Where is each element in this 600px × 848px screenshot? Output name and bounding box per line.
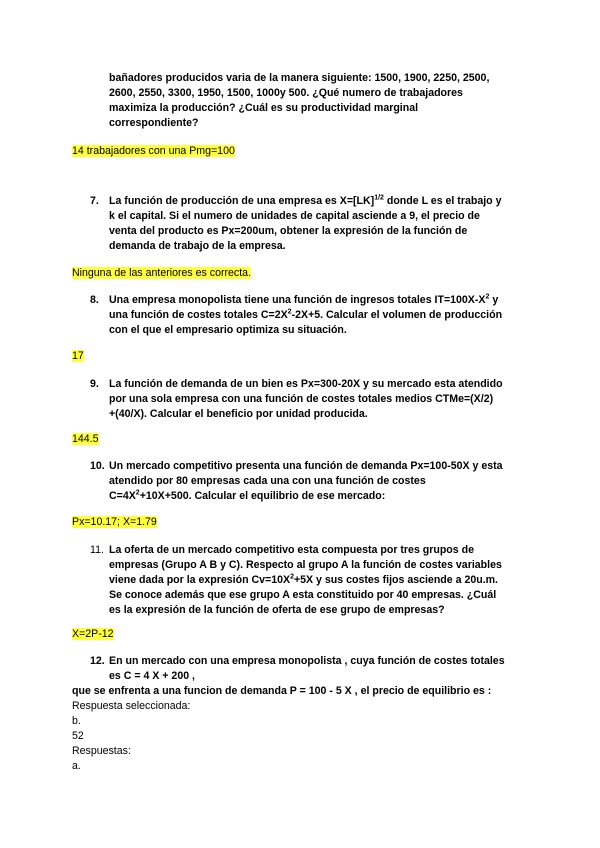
question-12-line3: que se enfrenta a una funcion de demanda P = 100 - 5 X , el precio de equilibrio es :: [72, 685, 492, 697]
answer-11: [72, 627, 114, 641]
q11-line: es la expresión de la función de oferta de ese grupo de empresas?: [109, 604, 445, 616]
question-number: 9.: [90, 378, 99, 390]
question-11: [90, 543, 502, 618]
q11-line: empresas (Grupo A B y C). Respecto al grupo A la función de costes variables: [109, 559, 502, 571]
q11-line: viene dada por la expresión $Cv=10X^2+5X$ y sus costes fijos asciende a 20u.m.: [109, 573, 499, 586]
q9-line: La función de demanda de un bien es Px=300-20X y su mercado esta atendido: [109, 378, 503, 390]
q10-line: Un mercado competitivo presenta una función de demanda Px=100-50X y esta: [109, 460, 503, 472]
answer-7: [72, 266, 251, 280]
selected-answer-value: 52: [72, 730, 84, 742]
q8-line: con el que el empresario optimiza su situación.: [109, 324, 347, 336]
answer-8-highlight: 17: [72, 350, 84, 362]
answer-11-highlight: X=2P-12: [72, 628, 114, 640]
q11-line: Se conoce además que ese grupo A esta constituido por 40 empresas. ¿Cuál: [109, 589, 497, 601]
q7-line: La función de producción de una empresa es X=[LK]$^{1/2}$ donde L es el trabajo y: [109, 194, 502, 207]
answer-6: [72, 144, 235, 158]
answer-8: [72, 349, 84, 363]
answer-9-highlight: 144.5: [72, 433, 99, 445]
q9-line: +(40/X). Calcular el beneficio por unidad producida.: [109, 408, 368, 420]
answer-option-a: a.: [72, 760, 81, 772]
q6-line: maximiza la producción? ¿Cuál es su productividad marginal: [109, 102, 419, 114]
response-section: [72, 699, 190, 774]
q7-line: k el capital. Si el numero de unidades de capital asciende a 9, el precio de: [109, 210, 480, 222]
question-number: 10.: [90, 460, 105, 472]
q8-line: una función de costes totales $C=2X^2-2X+5$. Calcular el volumen de producción: [109, 308, 503, 321]
answer-9: [72, 432, 99, 446]
q12-line: En un mercado con una empresa monopolista , cuya función de costes totales: [109, 655, 505, 667]
question-6-continuation: [109, 71, 489, 131]
q6-line: 2600, 2550, 3300, 1950, 1500, 1000y 500. ¿Qué numero de trabajadores: [109, 87, 463, 99]
question-9: [90, 377, 503, 422]
selected-answer-label: Respuesta seleccionada:: [72, 700, 191, 712]
answer-7-highlight: Ninguna de las anteriores es correcta.: [72, 267, 252, 279]
answers-label: Respuestas:: [72, 745, 131, 757]
q10-line: atendido por 80 empresas cada una con una función de costes: [109, 475, 426, 487]
q7-line: demanda de trabajo de la empresa.: [109, 240, 286, 252]
q7-line: venta del producto es Px=200um, obtener la expresión de la función de: [109, 225, 468, 237]
answer-10-highlight: Px=10.17; X=1.79: [72, 516, 157, 528]
question-number: 11.: [90, 544, 104, 556]
q8-line: Una empresa monopolista tiene una función de ingresos totales $IT=100X-X^2$ y: [109, 293, 499, 306]
question-7: [90, 194, 502, 254]
q9-line: por una sola empresa con una función de costes totales medios CTMe=(X/2): [109, 393, 494, 405]
question-8: [90, 293, 503, 338]
question-10: [90, 459, 503, 504]
q12-line: es C = 4 X + 200 ,: [109, 670, 195, 682]
selected-answer-option: b.: [72, 715, 81, 727]
question-number: 12.: [90, 655, 105, 667]
answer-10: [72, 515, 157, 529]
q6-line: bañadores producidos varia de la manera siguiente: 1500, 1900, 2250, 2500,: [109, 72, 490, 84]
question-number: 7.: [90, 195, 99, 207]
answer-6-highlight: 14 trabajadores con una Pmg=100: [72, 145, 235, 157]
q11-line: La oferta de un mercado competitivo esta compuesta por tres grupos de: [109, 544, 474, 556]
question-12: [90, 654, 505, 684]
question-number: 8.: [90, 294, 99, 306]
q10-line: $C=4X^2+10X+500$. Calcular el equilibrio de ese mercado:: [109, 489, 386, 502]
q6-line: correspondiente?: [109, 117, 199, 129]
